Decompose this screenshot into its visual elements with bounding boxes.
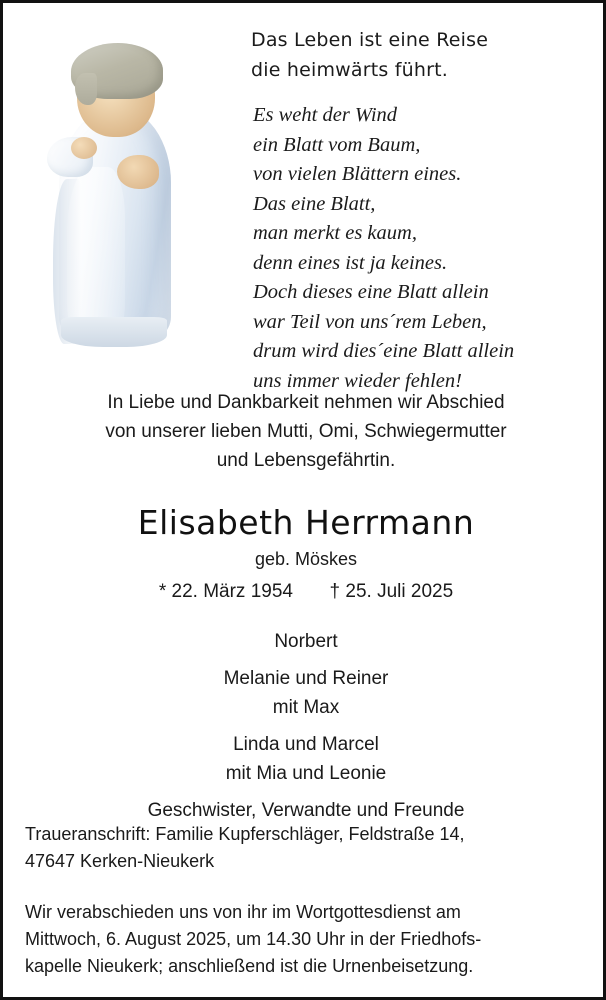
poem-line: man merkt es kaum, — [253, 222, 417, 244]
poem-top — [251, 25, 591, 85]
list-item: mit Mia und Leonie — [225, 763, 387, 784]
list-item: Linda und Marcel — [233, 734, 379, 755]
service-line-2: Mittwoch, 6. August 2025, um 14.30 Uhr in der Friedhofs- — [25, 929, 482, 949]
list-item: Geschwister, Verwandte und Freunde — [147, 800, 465, 821]
poem-line: uns immer wieder fehlen! — [253, 369, 462, 392]
poem-line: war Teil von uns´rem Leben, — [253, 310, 487, 333]
poem-line: denn eines ist ja keines. — [253, 251, 448, 274]
service-details — [25, 899, 591, 980]
address-line-1: Traueranschrift: Familie Kupferschläger, Feldstraße 14, — [25, 824, 465, 844]
poem-line: ein Blatt vom Baum, — [253, 133, 421, 156]
death-date: † 25. Juli 2025 — [329, 581, 454, 602]
mourners-list — [23, 627, 589, 825]
service-line-3: kapelle Nieukerk; anschließend ist die Urnenbeisetzung. — [25, 956, 474, 976]
poem-top-line-1: Das Leben ist eine Reise — [251, 29, 489, 51]
poem-top-line-2: die heimwärts führt. — [251, 59, 449, 81]
figurine-base — [61, 317, 167, 347]
poem-line: Es weht der Wind — [253, 104, 398, 126]
figurine-hand-right — [117, 155, 159, 189]
deceased-dates — [23, 581, 589, 603]
intro-line-2: von unserer lieben Mutti, Omi, Schwiegermutter — [105, 421, 507, 442]
intro-line-1: In Liebe und Dankbarkeit nehmen wir Abschied — [107, 392, 505, 413]
obituary-inner — [3, 3, 603, 997]
list-item: Melanie und Reiner — [223, 668, 389, 689]
address-line-2: 47647 Kerken-Nieukerk — [25, 851, 215, 871]
poem-line: drum wird dies´eine Blatt allein — [253, 340, 515, 362]
spacer — [23, 788, 589, 796]
birth-date: * 22. März 1954 — [158, 581, 293, 602]
poem-line: von vielen Blättern eines. — [253, 163, 462, 185]
poem-main — [253, 101, 595, 396]
deceased-maiden-name: geb. Möskes — [254, 549, 358, 569]
list-item: Norbert — [274, 631, 338, 652]
spacer — [23, 722, 589, 730]
mourning-address — [25, 821, 595, 875]
poem-line: Doch dieses eine Blatt allein — [253, 281, 489, 303]
spacer — [23, 656, 589, 664]
intro-text — [23, 388, 589, 475]
intro-line-3: und Lebensgefährtin. — [216, 450, 396, 471]
poem-line: Das eine Blatt, — [253, 192, 376, 215]
figurine-hand-left — [71, 137, 97, 159]
service-line-1: Wir verabschieden uns von ihr im Wortgottesdienst am — [25, 902, 461, 922]
deceased-name: Elisabeth Herrmann — [137, 503, 475, 542]
list-item: mit Max — [272, 697, 340, 718]
figurine-hair — [71, 43, 163, 99]
angel-figurine-image — [41, 29, 191, 349]
